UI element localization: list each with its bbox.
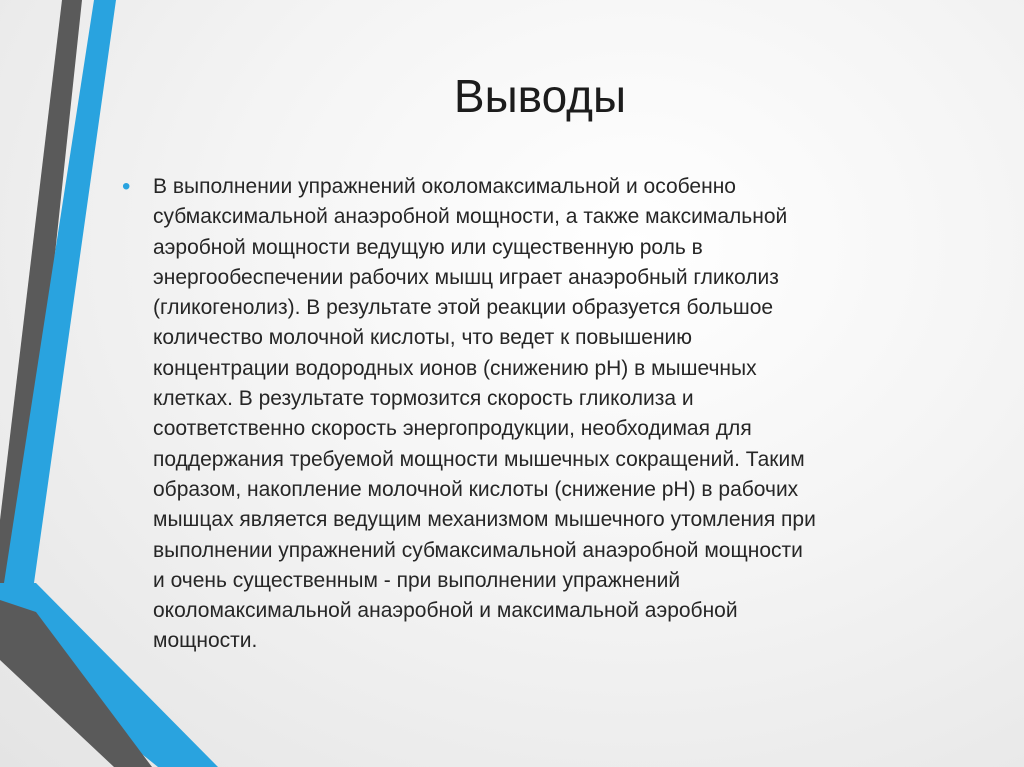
bullet-body-text: В выполнении упражнений околомаксимальной и особенно субмаксимальной анаэробной мощности, а также максимальной аэробной мощности ведущую или существенную роль в энергообеспечении рабочих мышц играет анаэробный гликолиз (гликогенолиз). В результате этой реакции образуется большое количество молочной кислоты, что ведет к повышению концентрации водородных ионов (снижению рН) в мышечных клетках. В результате тормозится скорость гликолиза и соответственно скорость энергопродукции, необходимая для поддержания требуемой мощности мышечных сокращений. Таким образом, накопление молочной кислоты (снижение рН) в рабочих мышцах является ведущим механизмом мышечного утомления при выполнении упражнений субмаксимальной анаэробной мощности и очень существенным - при выполнении упражнений околомаксимальной анаэробной и максимальной аэробной мощности. (153, 175, 816, 653)
bullet-dot-icon: • (122, 173, 131, 200)
slide-title: Выводы (453, 70, 627, 122)
